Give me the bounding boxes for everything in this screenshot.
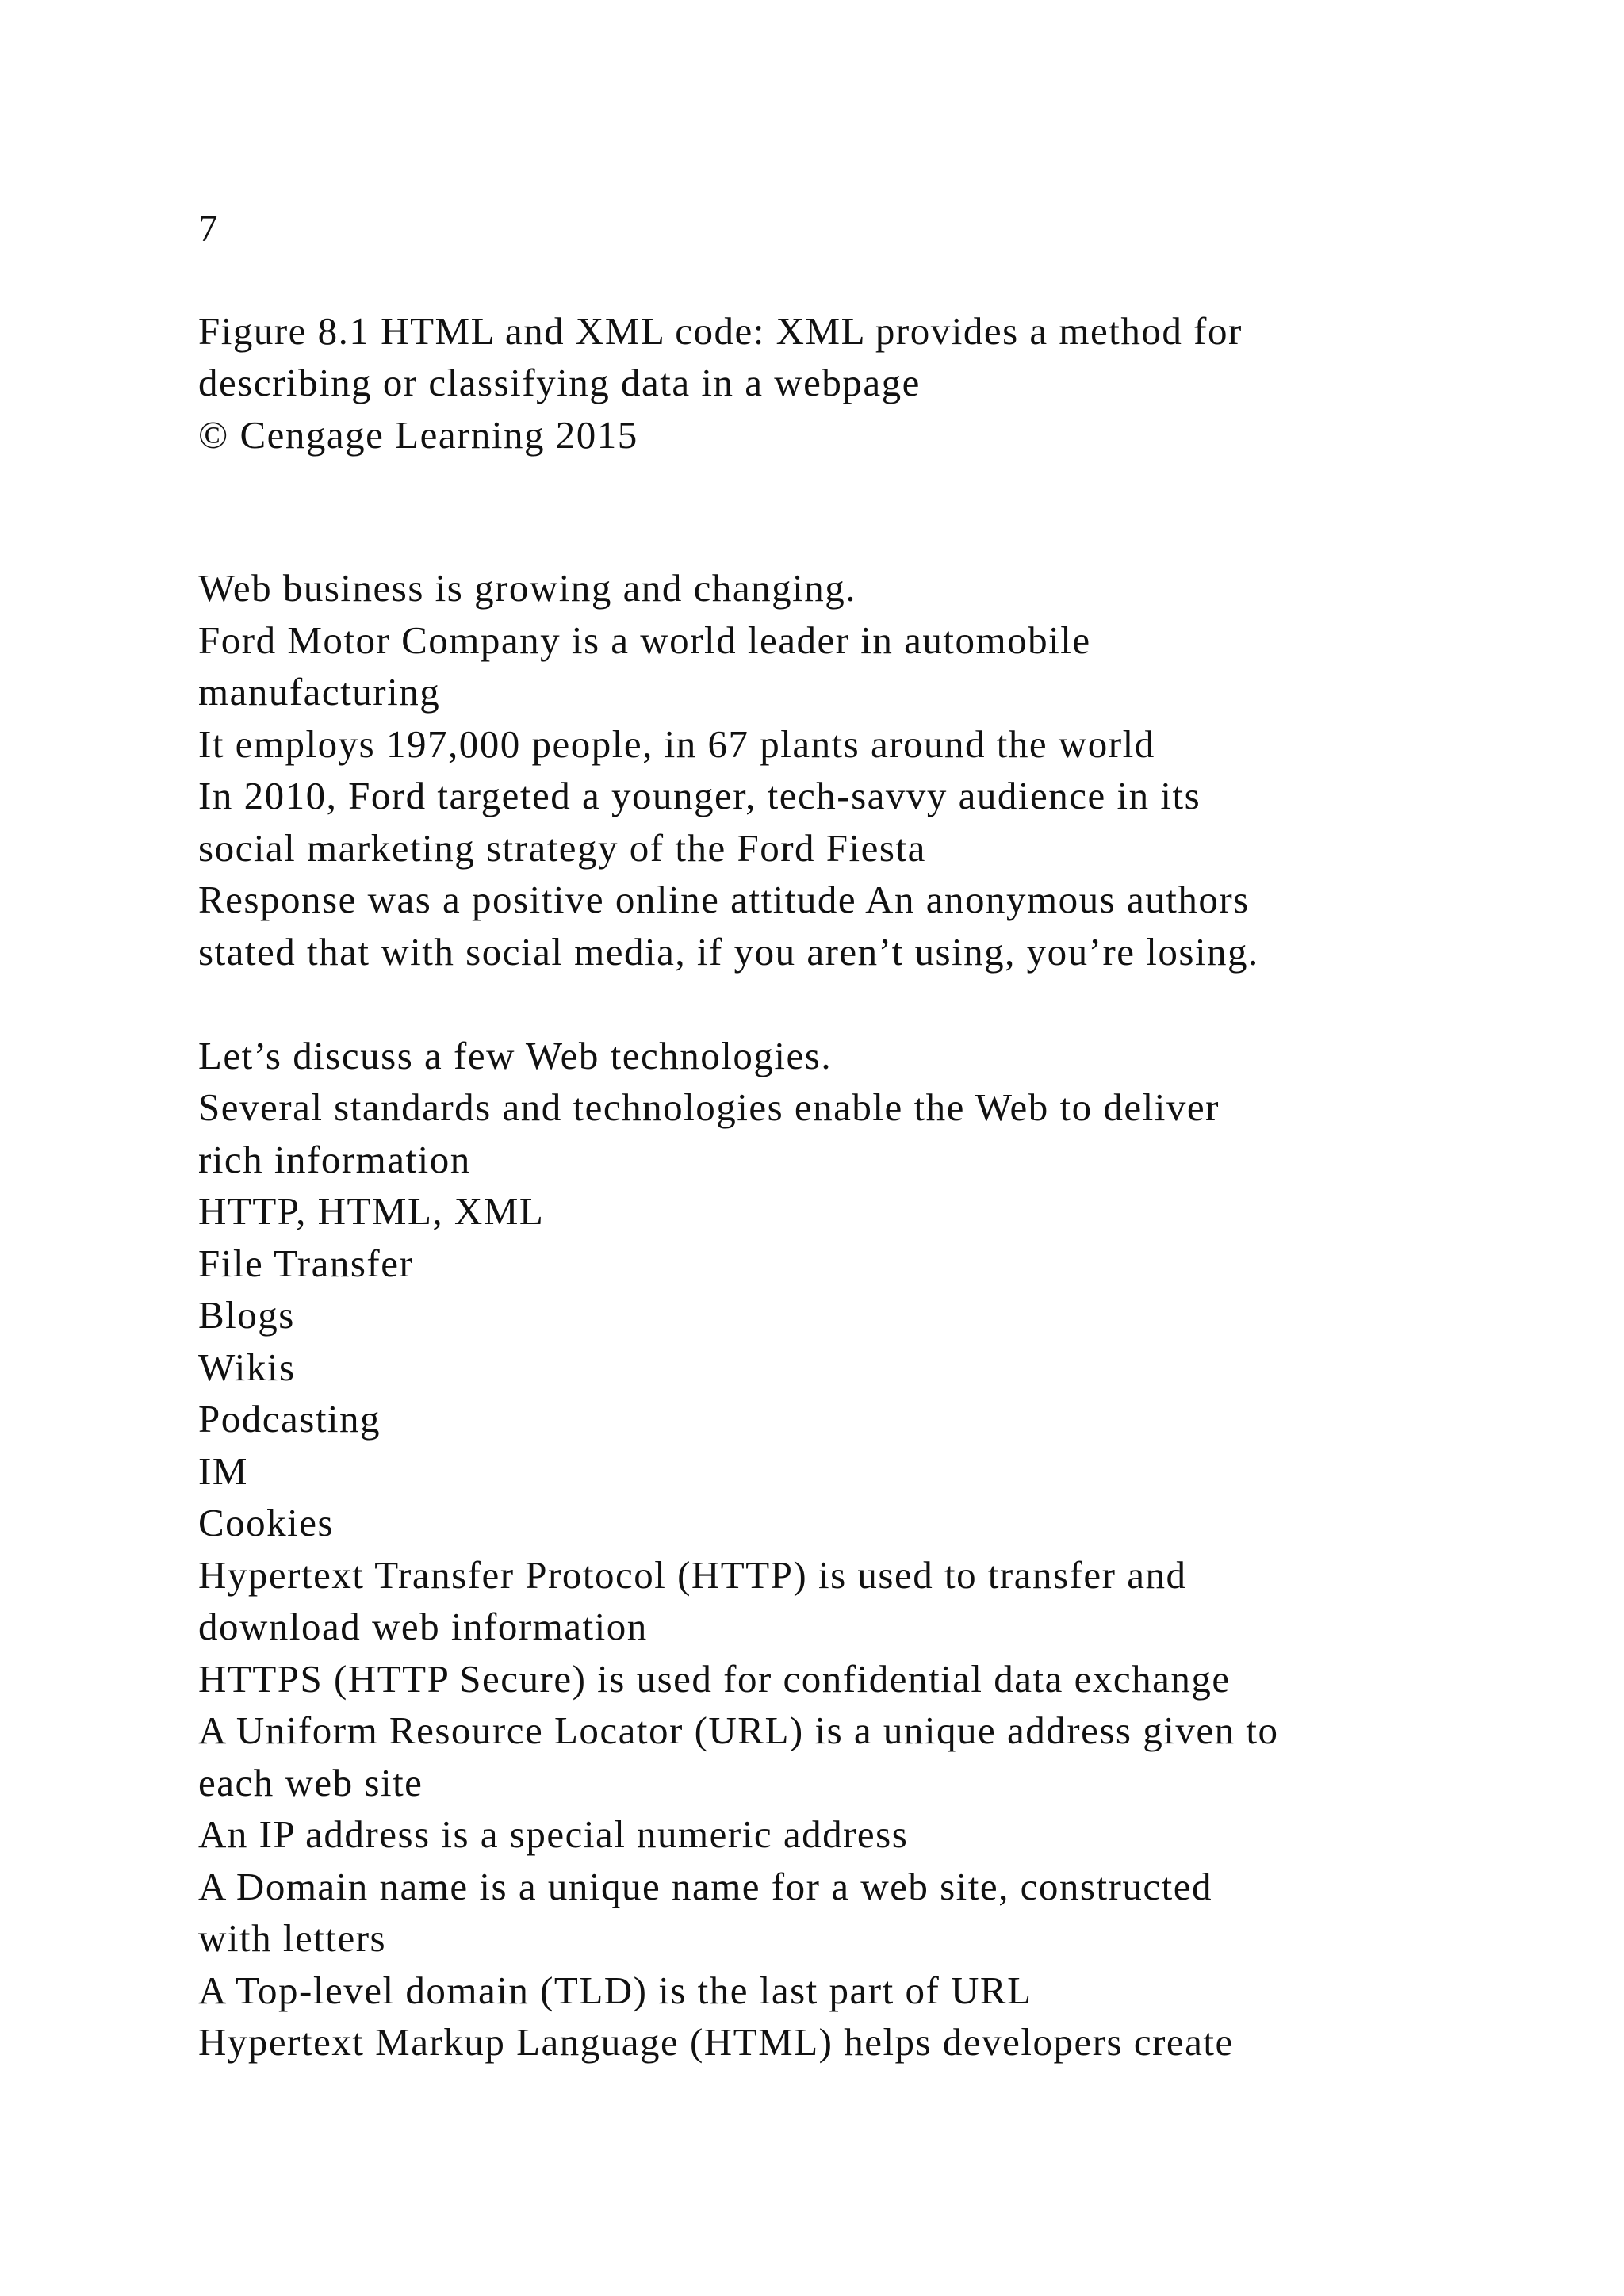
copyright-line: © Cengage Learning 2015 [198,412,638,457]
text-line: stated that with social media, if you aren’t using, you’re losing. [198,929,1259,974]
text-line: File Transfer [198,1241,414,1285]
section-web-technologies [198,1030,1451,2068]
text-line: HTTPS (HTTP Secure) is used for confidential data exchange [198,1656,1231,1701]
text-line: A Top-level domain (TLD) is the last part of URL [198,1968,1032,2012]
text-line: IM [198,1448,248,1493]
text-line: Several standards and technologies enable the Web to deliver [198,1085,1220,1129]
text-line: Web business is growing and changing. [198,566,857,610]
spacer [198,254,1451,305]
page-content [198,202,1451,2068]
text-line: Response was a positive online attitude An anonymous authors [198,878,1250,921]
text-line: A Domain name is a unique name for a web site, constructed [198,1864,1212,1908]
text-line: Hypertext Markup Language (HTML) helps developers create [198,2020,1234,2064]
page-number: 7 [198,206,219,250]
figure-caption-line: Figure 8.1 HTML and XML code: XML provides a method for [198,308,1243,353]
text-line: download web information [198,1605,648,1648]
text-line: HTTP, HTML, XML [198,1189,545,1233]
text-line: Hypertext Transfer Protocol (HTTP) is used to transfer and [198,1552,1187,1597]
text-line: Wikis [198,1345,296,1389]
text-line: It employs 197,000 people, in 67 plants around the world [198,721,1155,766]
text-line: social marketing strategy of the Ford Fiesta [198,825,926,870]
text-line: Podcasting [198,1397,381,1441]
figure-caption [198,305,1451,461]
text-line: each web site [198,1760,423,1804]
text-line: manufacturing [198,670,441,714]
text-line: In 2010, Ford targeted a younger, tech-savvy audience in its [198,774,1201,817]
spacer [198,978,1451,1030]
text-line: with letters [198,1916,387,1960]
text-line: A Uniform Resource Locator (URL) is a unique address given to [198,1709,1279,1752]
spacer [198,461,1451,562]
text-line: Cookies [198,1501,335,1544]
figure-caption-line: describing or classifying data in a webpage [198,361,921,404]
text-line: Ford Motor Company is a world leader in automobile [198,618,1091,662]
text-line: Blogs [198,1293,295,1337]
text-line: Let’s discuss a few Web technologies. [198,1033,833,1077]
text-line: An IP address is a special numeric address [198,1812,909,1856]
section-web-business [198,562,1451,978]
text-line: rich information [198,1137,471,1181]
